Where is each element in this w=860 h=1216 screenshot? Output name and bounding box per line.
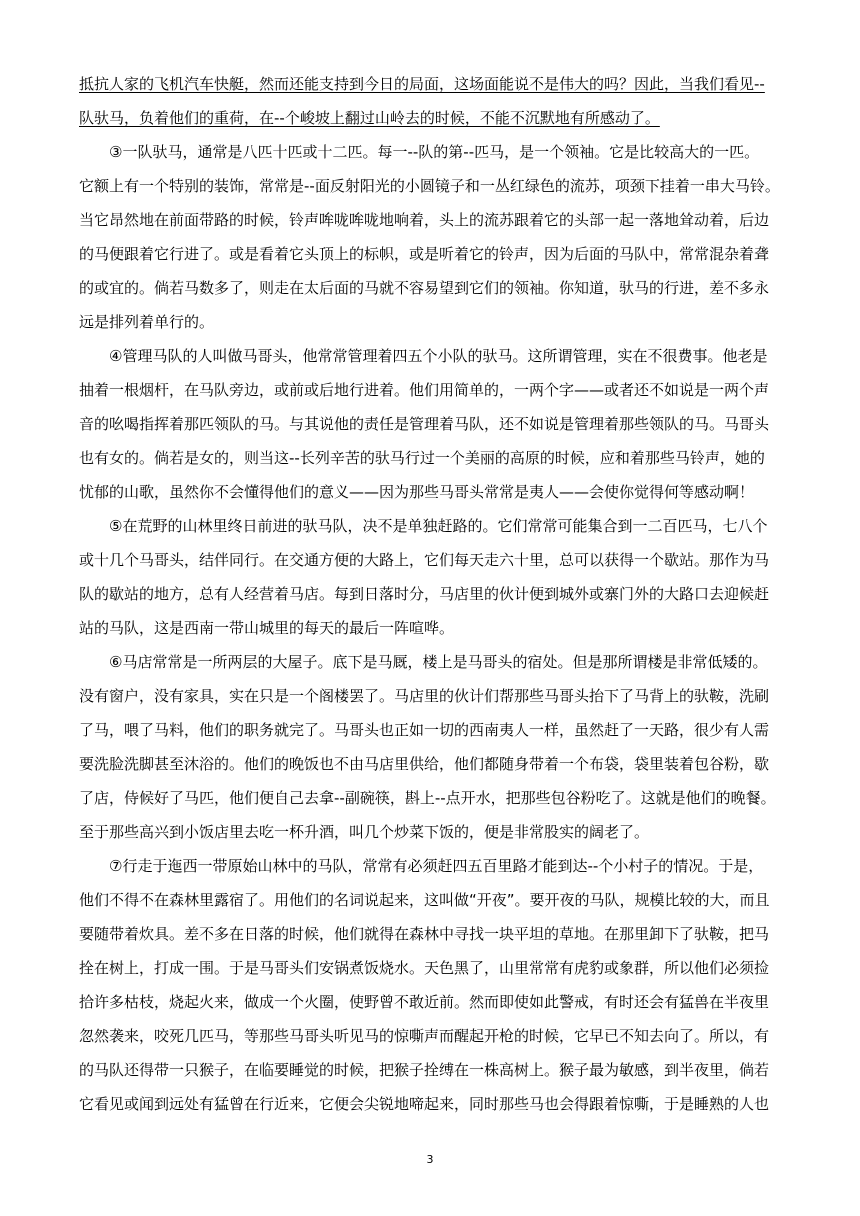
text-line: 没有窗户，没有家具，实在只是一个阁楼罢了。马店里的伙计们帮那些马哥头抬下了马背上的驮鞍，洗刷 — [79, 687, 770, 705]
text-line: 忧郁的山歌，虽然你不会懂得他们的意义——因为那些马哥头常常是夷人——会使你觉得何等感动啊！ — [79, 483, 755, 501]
text-line: 音的吆喝指挥着那匹领队的马。与其说他的责任是管理着马队，还不如说是管理着那些领队的马。马哥头 — [79, 415, 770, 433]
text-line: 拾许多枯枝，烧起火来，做成一个火圈，使野曾不敢近前。然而即使如此警戒，有时还会有猛兽在半夜里 — [79, 993, 770, 1011]
text-line: 它看见或闻到远处有猛曾在行近来，它便会尖锐地啼起来，同时那些马也会得跟着惊嘶，于是睡熟的人也 — [79, 1095, 770, 1113]
text-line: 拴在树上，打成一围。于是马哥头们安锅煮饭烧水。天色黑了，山里常常有虎豹或象群，所以他们必须捡 — [79, 959, 770, 977]
text-line: 的马队还得带一只猴子，在临要睡觉的时候，把猴子拴缚在一株高树上。猴子最为敏感，到半夜里，倘若 — [79, 1061, 770, 1079]
text-line: ③一队驮马，通常是八匹十匹或十二匹。每一--队的第--匹马，是一个领袖。它是比较高大的一匹。 — [79, 143, 760, 161]
page-number: 3 — [426, 1153, 434, 1166]
text-line: 队的歇站的地方，总有人经营着马店。每到日落时分，马店里的伙计便到城外或寨门外的大路口去迎候赶 — [79, 585, 770, 603]
text-line: 或十几个马哥头，结伴同行。在交通方便的大路上，它们每天走六十里，总可以获得一个歇站。那作为马 — [79, 551, 770, 569]
text-line: 的或宜的。倘若马数多了，则走在太后面的马就不容易望到它们的领袖。你知道，驮马的行进，差不多永 — [79, 279, 770, 297]
text-line: 他们不得不在森林里露宿了。用他们的名词说起来，这叫做“开夜”。要开夜的马队，规模比较的大，而且 — [79, 891, 770, 909]
document-body — [79, 67, 791, 1121]
text-line: 它额上有一个特别的装饰，常常是--面反射阳光的小圆镜子和一丛红绿色的流苏，项颈下挂着一串大马铃。 — [79, 177, 780, 195]
text-line: ④管理马队的人叫做马哥头，他常常管理着四五个小队的驮马。这所谓管理，实在不很费事。他老是 — [79, 347, 768, 365]
underlined-text-line: 抵抗人家的飞机汽车快艇，然而还能支持到今日的局面，这场面能说不是伟大的吗？因此，当我们看见-- — [79, 75, 765, 93]
text-line: 远是排列着单行的。 — [79, 313, 215, 331]
text-line: 了店，侍候好了马匹，他们便自己去拿--副碗筷，斟上--点开水，把那些包谷粉吃了。这就是他们的晚餐。 — [79, 789, 776, 807]
text-line: 了马，喂了马料，他们的职务就完了。马哥头也正如一切的西南夷人一样，虽然赶了一天路，很少有人需 — [79, 721, 770, 739]
text-line: 当它昂然地在前面带路的时候，铃声哞咙哞咙地响着，头上的流苏跟着它的头部一起一落地耸动着，后边 — [79, 211, 770, 229]
text-line: 也有女的。倘若是女的，则当这--长列辛苦的驮马行过一个美丽的高原的时候，应和着那些马铃声，她的 — [79, 449, 765, 467]
underlined-text-line: 队驮马，负着他们的重荷，在--个峻坡上翻过山岭去的时候，不能不沉默地有所感动了。 — [79, 109, 660, 127]
text-line: 抽着一根烟杆，在马队旁边，或前或后地行进着。他们用简单的，一两个字——或者还不如说是一两个声 — [79, 381, 770, 399]
text-line: 忽然袭来，咬死几匹马，等那些马哥头听见马的惊嘶声而醒起开枪的时候，它早已不知去向了。所以，有 — [79, 1027, 770, 1045]
text-line: 站的马队，这是西南一带山城里的每天的最后一阵喧哗。 — [79, 619, 455, 637]
text-line: 至于那些高兴到小饭店里去吃一杯升酒，叫几个炒菜下饭的，便是非常股实的阔老了。 — [79, 823, 650, 841]
text-line: ⑤在荒野的山林里终日前进的驮马队，决不是单独赶路的。它们常常可能集合到一二百匹马，七八个 — [79, 517, 768, 535]
text-line: 要随带着炊具。差不多在日落的时候，他们就得在森林中寻找一块平坦的草地。在那里卸下了驮鞍，把马 — [79, 925, 770, 943]
text-line: ⑥马店常常是一所两层的大屋子。底下是马厩，楼上是马哥头的宿处。但是那所谓楼是非常低矮的。 — [79, 653, 768, 671]
text-line: 要洗脸洗脚甚至沐浴的。他们的晚饭也不由马店里供给，他们都随身带着一个布袋，袋里装着包谷粉，歇 — [79, 755, 770, 773]
text-line: ⑦行走于迤西一带原始山林中的马队，常常有必须赶四五百里路才能到达--个小村子的情况。于是， — [79, 857, 764, 875]
text-line: 的马便跟着它行进了。或是看着它头顶上的标帜，或是听着它的铃声，因为后面的马队中，常常混杂着聋 — [79, 245, 770, 263]
